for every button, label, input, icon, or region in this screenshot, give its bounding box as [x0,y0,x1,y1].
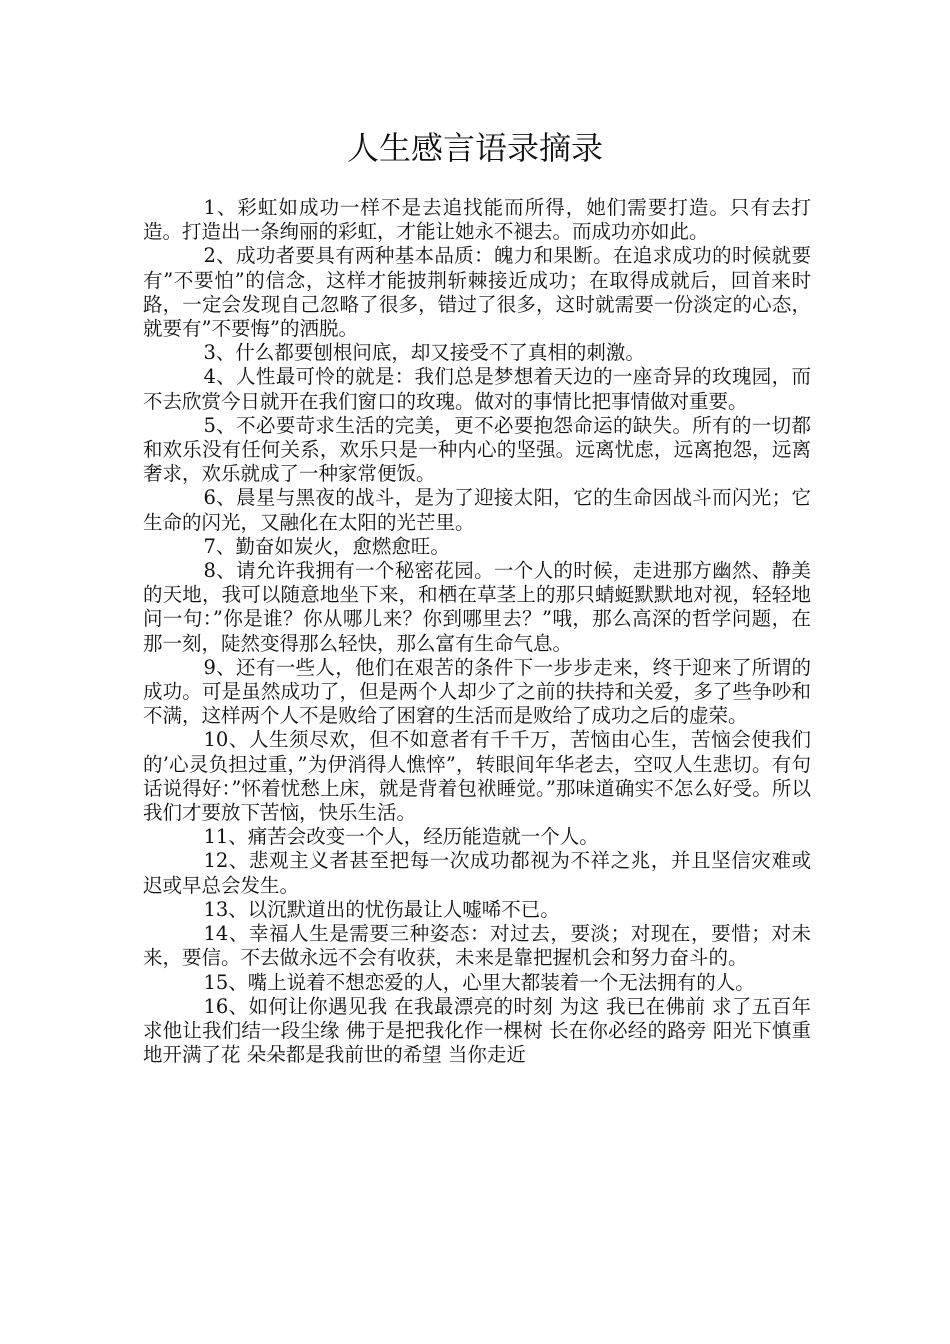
paragraph-5: 5、不必要苛求生活的完美，更不必要抱怨命运的缺失。所有的一切都和欢乐没有任何关系，欢乐只是一种内心的坚强。远离忧虑，远离抱怨，远离奢求，欢乐就成了一种家常便饭。 [143,413,811,486]
paragraph-3: 3、什么都要刨根问底，却又接受不了真相的刺激。 [203,341,645,365]
paragraph-12: 12、悲观主义者甚至把每一次成功都视为不祥之兆，并且坚信灾难或迟或早总会发生。 [143,849,811,897]
paragraph-2: 2、成功者要具有两种基本品质：魄力和果断。在追求成功的时候就要有”不要怕”的信念，这样才能披荆斩棘接近成功；在取得成就后，回首来时路，一定会发现自己忽略了很多，错过了很多，这时就需要一份淡定的心态，就要有”不要悔”的洒脱。 [143,244,811,341]
paragraph-9: 9、还有一些人，他们在艰苦的条件下一步步走来，终于迎来了所谓的成功。可是虽然成功了，但是两个人却少了之前的扶持和关爱，多了些争吵和不满，这样两个人不是败给了困窘的生活而是败给了成功之后的虚荣。 [143,655,811,728]
document-body [143,196,811,1067]
paragraph-8: 8、请允许我拥有一个秘密花园。一个人的时候，走进那方幽然、静美的天地，我可以随意地坐下来，和栖在草茎上的那只蜻蜓默默地对视，轻轻地问一句：”你是谁？你从哪儿来？你到哪里去？”哦，那么高深的哲学问题，在那一刻，陡然变得那么轻快，那么富有生命气息。 [143,559,811,655]
document-title: 人生感言语录摘录 [346,129,603,167]
paragraph-1: 1、彩虹如成功一样不是去追找能而所得，她们需要打造。只有去打造。打造出一条绚丽的彩虹，才能让她永不褪去。而成功亦如此。 [143,196,811,244]
paragraph-16: 16、如何让你遇见我 在我最漂亮的时刻 为这 我已在佛前 求了五百年 求他让我们结一段尘缘 佛于是把我化作一棵树 长在你必经的路旁 阳光下慎重地开满了花 朵朵都是我前世的希望 当你走近 [143,994,811,1067]
paragraph-6: 6、晨星与黑夜的战斗，是为了迎接太阳，它的生命因战斗而闪光；它生命的闪光，又融化在太阳的光芒里。 [143,486,811,534]
paragraph-4: 4、人性最可怜的就是：我们总是梦想着天边的一座奇异的玫瑰园，而不去欣赏今日就开在我们窗口的玫瑰。做对的事情比把事情做对重要。 [143,365,811,413]
paragraph-11: 11、痛苦会改变一个人，经历能造就一个人。 [203,825,599,849]
paragraph-13: 13、以沉默道出的忧伤最让人嘘唏不已。 [203,897,560,921]
paragraph-15: 15、嘴上说着不想恋爱的人，心里大都装着一个无法拥有的人。 [203,970,755,994]
paragraph-7: 7、勤奋如炭火，愈燃愈旺。 [203,534,450,558]
paragraph-10: 10、人生须尽欢，但不如意者有千千万，苦恼由心生，苦恼会使我们的’心灵负担过重，”为伊消得人憔悴”，转眼间年华老去，空叹人生悲切。有句话说得好：”怀着忧愁上床，就是背着包袱睡觉。”那味道确实不怎么好受。所以我们才要放下苦恼，快乐生活。 [143,728,811,825]
paragraph-14: 14、幸福人生是需要三种姿态：对过去，要淡；对现在，要惜；对未来，要信。不去做永远不会有收获，未来是靠把握机会和努力奋斗的。 [143,922,811,970]
